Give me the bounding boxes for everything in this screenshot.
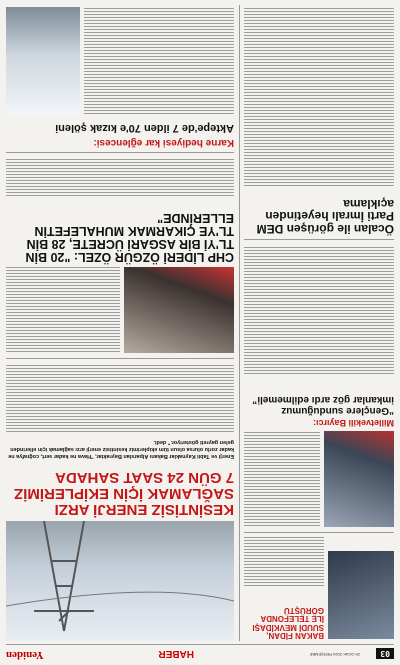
kizak-body bbox=[84, 7, 234, 115]
kizak-photo bbox=[6, 7, 80, 115]
transmission-tower-illustration bbox=[6, 521, 234, 641]
fidan-photo bbox=[328, 551, 394, 639]
kizak-headline: Aktepe'de 7 ilden 70'e kızak şöleni bbox=[55, 122, 234, 134]
bayirci-photo bbox=[324, 431, 394, 527]
dem-headline: Öcalan ile görüşen DEM Parti İmralı heyetinden açıklama bbox=[256, 196, 394, 236]
divider bbox=[6, 358, 234, 359]
ozel-headline: CHP LİDERİ ÖZGÜR ÖZEL: "20 BİN TL'Yİ BİR ASGARİ ÜCRETE, 28 BİN TL'YE ÇIKARMAK MUHALEFETİN ELLERİNDE" bbox=[25, 210, 234, 264]
bayirci-headline: “Gençlere sunduğumuz imkanlar göz ardı edilmemeli” bbox=[252, 394, 394, 416]
kizak-kicker: Karne hediyesi kar eğlencesi: bbox=[93, 137, 234, 148]
lead-body bbox=[6, 363, 234, 433]
power-line-photo bbox=[6, 521, 234, 641]
bayirci-body-2 bbox=[244, 245, 394, 375]
lead-headline: KESİNTİSİZ ENERJİ ARZI SAĞLAMAK İÇİN EKİPLERİMİZ 7 GÜN 24 SAAT SAHADA bbox=[14, 469, 234, 518]
section-label: HABER bbox=[158, 648, 194, 659]
fidan-headline: BAKAN FİDAN, SUUDİ MEVKİDAŞI İLE TELEFONDA GÖRÜŞTÜ bbox=[252, 605, 324, 640]
divider bbox=[244, 239, 394, 240]
bayirci-body bbox=[244, 431, 320, 527]
page-number: 03 bbox=[376, 648, 394, 659]
ozel-body-2 bbox=[6, 157, 234, 197]
fidan-body bbox=[244, 537, 324, 587]
lead-deck: Enerji ve Tabii Kaynaklar Bakanı Alparslan Bayraktar, "Hava ne kadar sert, coğrafya ne kadar zorlu olursa olsun tüm ekiplerimiz kesintisiz enerji arzı sağlamak için ellerinden gelen gayreti gösteriyor." dedi. bbox=[8, 439, 234, 459]
bayirci-kicker: Milletvekili Bayırcı: bbox=[312, 418, 394, 428]
column-rule bbox=[239, 5, 240, 641]
dem-body bbox=[244, 7, 394, 187]
divider bbox=[244, 532, 394, 533]
date-line: 25 OCAK 2024 PERŞEMBE bbox=[309, 652, 360, 657]
page-header bbox=[6, 644, 394, 661]
ozel-photo bbox=[124, 267, 234, 353]
ozel-body bbox=[6, 267, 120, 353]
divider bbox=[6, 152, 234, 153]
masthead-logo: Yeniden bbox=[6, 649, 44, 661]
